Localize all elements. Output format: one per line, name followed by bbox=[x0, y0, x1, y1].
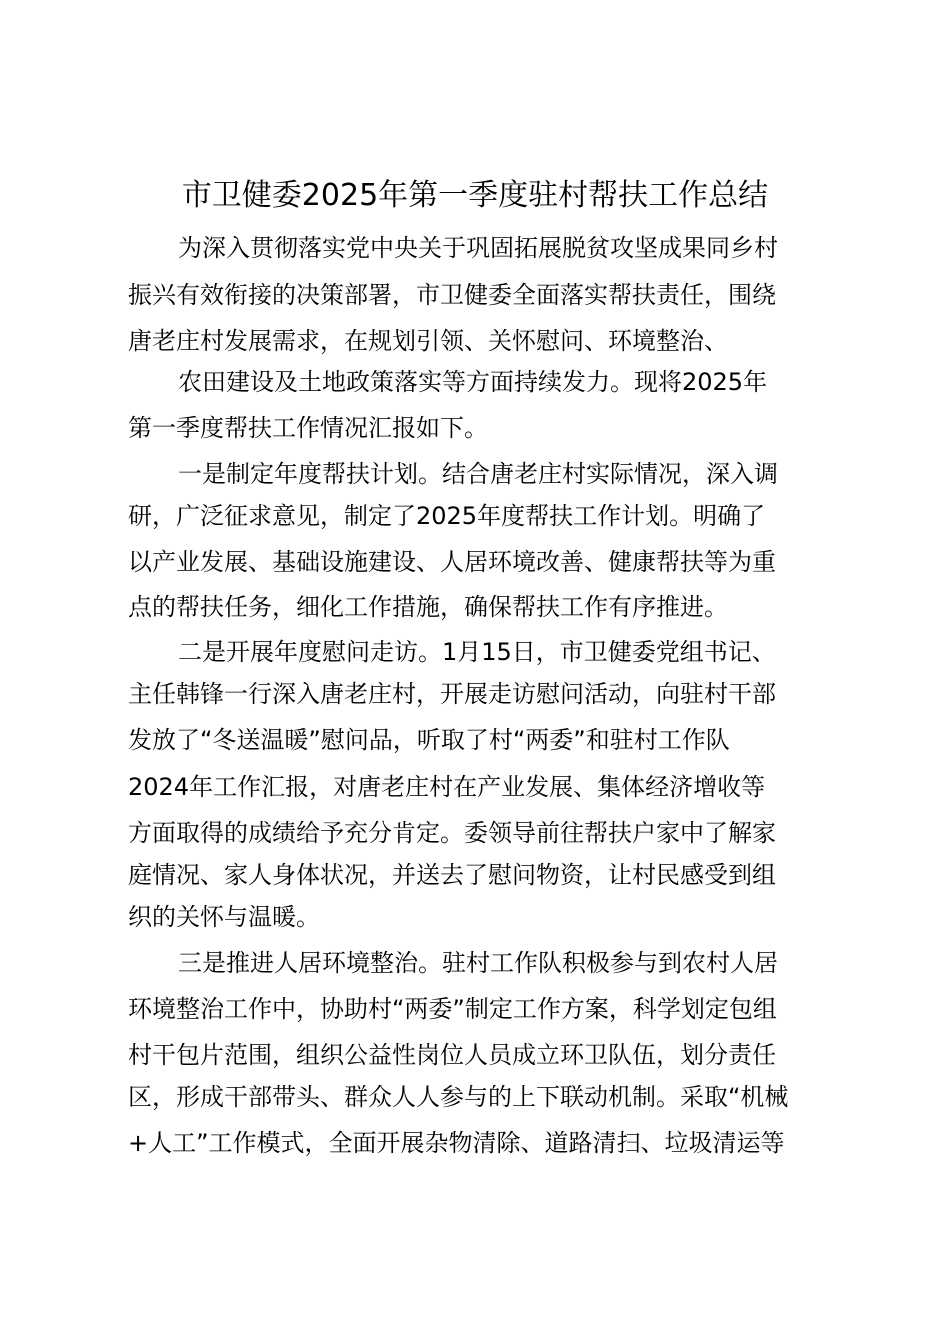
body-line: 振兴有效衔接的决策部署，市卫健委全面落实帮扶责任，围绕 bbox=[128, 281, 776, 309]
body-line: 点的帮扶任务，细化工作措施，确保帮扶工作有序推进。 bbox=[128, 593, 728, 621]
body-line: 唐老庄村发展需求，在规划引领、关怀慰问、环境整治、 bbox=[128, 327, 728, 355]
body-line: 以产业发展、基础设施建设、人居环境改善、健康帮扶等为重 bbox=[128, 548, 776, 576]
body-line: 方面取得的成绩给予充分肯定。委领导前往帮扶户家中了解家 bbox=[128, 819, 776, 847]
body-line: 研，广泛征求意见，制定了2025年度帮扶工作计划。明确了 bbox=[128, 502, 766, 530]
body-line: 区，形成干部带头、群众人人参与的上下联动机制。采取“机械 bbox=[128, 1083, 789, 1111]
body-line: 主任韩锋一行深入唐老庄村，开展走访慰问活动，向驻村干部 bbox=[128, 680, 776, 708]
body-line: 为深入贯彻落实党中央关于巩固拓展脱贫攻坚成果同乡村 bbox=[178, 234, 778, 262]
body-line: +人工”工作模式，全面开展杂物清除、道路清扫、垃圾清运等 bbox=[128, 1129, 785, 1157]
body-line: 一是制定年度帮扶计划。结合唐老庄村实际情况，深入调 bbox=[178, 460, 778, 488]
body-line: 庭情况、家人身体状况，并送去了慰问物资，让村民感受到组 bbox=[128, 861, 776, 889]
document-title: 市卫健委2025年第一季度驻村帮扶工作总结 bbox=[181, 178, 769, 213]
body-line: 发放了“冬送温暖”慰问品，听取了村“两委”和驻村工作队 bbox=[128, 726, 730, 754]
body-line: 2024年工作汇报，对唐老庄村在产业发展、集体经济增收等 bbox=[128, 773, 766, 801]
body-line: 村干包片范围，组织公益性岗位人员成立环卫队伍，划分责任 bbox=[128, 1041, 776, 1069]
body-line: 织的关怀与温暖。 bbox=[128, 903, 320, 931]
body-line: 农田建设及土地政策落实等方面持续发力。现将2025年 bbox=[178, 368, 768, 396]
body-line: 第一季度帮扶工作情况汇报如下。 bbox=[128, 414, 488, 442]
body-line: 二是开展年度慰问走访。1月15日，市卫健委党组书记、 bbox=[178, 638, 776, 666]
body-line: 环境整治工作中，协助村“两委”制定工作方案，科学划定包组 bbox=[128, 995, 777, 1023]
body-line: 三是推进人居环境整治。驻村工作队积极参与到农村人居 bbox=[178, 949, 778, 977]
